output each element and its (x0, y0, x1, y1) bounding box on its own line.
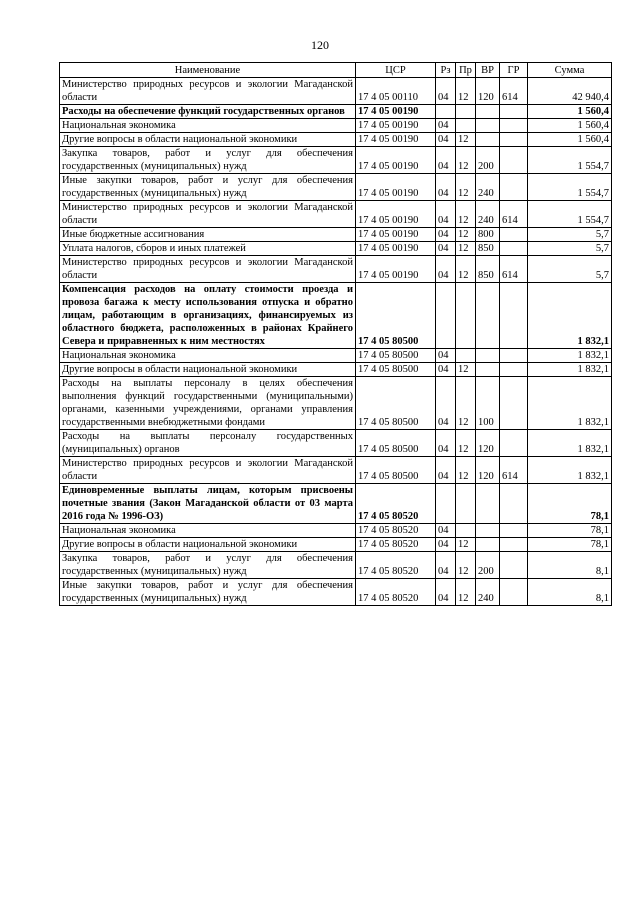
page-number: 120 (311, 38, 329, 52)
row-subsection: 12 (456, 579, 476, 606)
row-code: 17 4 05 80520 (356, 538, 436, 552)
row-vr (476, 283, 500, 349)
row-vr: 240 (476, 174, 500, 201)
table-row (60, 484, 612, 524)
row-code: 17 4 05 00190 (356, 242, 436, 256)
row-gr (500, 105, 528, 119)
row-code: 17 4 05 80520 (356, 524, 436, 538)
row-gr (500, 174, 528, 201)
table-row (60, 457, 612, 484)
row-vr (476, 363, 500, 377)
row-sum: 5,7 (528, 242, 612, 256)
row-sum: 1 554,7 (528, 174, 612, 201)
row-section: 04 (436, 349, 456, 363)
row-section: 04 (436, 363, 456, 377)
header-name: Наименование (60, 63, 356, 78)
row-code: 17 4 05 80500 (356, 430, 436, 457)
row-section: 04 (436, 524, 456, 538)
row-code: 17 4 05 80520 (356, 579, 436, 606)
row-gr (500, 133, 528, 147)
row-gr (500, 524, 528, 538)
row-sum: 78,1 (528, 524, 612, 538)
table-row (60, 133, 612, 147)
row-vr (476, 119, 500, 133)
row-code: 17 4 05 00190 (356, 119, 436, 133)
row-section: 04 (436, 147, 456, 174)
row-vr (476, 538, 500, 552)
row-vr: 850 (476, 256, 500, 283)
row-section: 04 (436, 201, 456, 228)
table-row (60, 119, 612, 133)
row-section: 04 (436, 228, 456, 242)
header-gr: ГР (500, 63, 528, 78)
row-subsection (456, 484, 476, 524)
row-vr: 800 (476, 228, 500, 242)
row-code: 17 4 05 00190 (356, 133, 436, 147)
row-gr: 614 (500, 78, 528, 105)
row-subsection: 12 (456, 201, 476, 228)
row-sum: 1 560,4 (528, 119, 612, 133)
row-gr (500, 579, 528, 606)
row-subsection: 12 (456, 228, 476, 242)
row-code: 17 4 05 00190 (356, 174, 436, 201)
row-vr: 240 (476, 579, 500, 606)
row-subsection (456, 524, 476, 538)
row-section: 04 (436, 457, 456, 484)
row-name: Министерство природных ресурсов и экологии Магаданской области (60, 201, 356, 228)
row-code: 17 4 05 80500 (356, 457, 436, 484)
row-name: Другие вопросы в области национальной экономики (60, 538, 356, 552)
row-sum: 1 832,1 (528, 457, 612, 484)
row-sum: 8,1 (528, 552, 612, 579)
table-row (60, 242, 612, 256)
row-vr: 850 (476, 242, 500, 256)
row-subsection: 12 (456, 242, 476, 256)
row-name: Другие вопросы в области национальной экономики (60, 133, 356, 147)
row-gr: 614 (500, 457, 528, 484)
row-name: Закупка товаров, работ и услуг для обеспечения государственных (муниципальных) нужд (60, 552, 356, 579)
row-sum: 1 832,1 (528, 377, 612, 430)
row-name: Расходы на выплаты персоналу государственных (муниципальных) органов (60, 430, 356, 457)
row-gr (500, 349, 528, 363)
row-section: 04 (436, 119, 456, 133)
table-row (60, 105, 612, 119)
row-code: 17 4 05 80500 (356, 349, 436, 363)
row-gr (500, 119, 528, 133)
row-vr (476, 349, 500, 363)
row-section (436, 283, 456, 349)
row-gr: 614 (500, 201, 528, 228)
row-name: Компенсация расходов на оплату стоимости проезда и провоза багажа к месту использования отпуска и обратно лицам, работающим в организациях, финансируемых из областного бюджета, расположенных в районах Крайнего Севера и приравненных к ним местностях (60, 283, 356, 349)
row-name: Национальная экономика (60, 524, 356, 538)
row-sum: 5,7 (528, 228, 612, 242)
row-gr (500, 147, 528, 174)
table-row (60, 147, 612, 174)
row-sum: 1 560,4 (528, 105, 612, 119)
row-gr (500, 377, 528, 430)
table-row (60, 349, 612, 363)
row-sum: 1 554,7 (528, 147, 612, 174)
row-sum: 78,1 (528, 538, 612, 552)
row-gr (500, 430, 528, 457)
table-row (60, 430, 612, 457)
row-code: 17 4 05 80500 (356, 377, 436, 430)
row-subsection: 12 (456, 457, 476, 484)
row-sum: 1 832,1 (528, 430, 612, 457)
row-subsection (456, 283, 476, 349)
row-vr: 120 (476, 78, 500, 105)
row-name: Национальная экономика (60, 349, 356, 363)
row-subsection: 12 (456, 147, 476, 174)
row-section: 04 (436, 430, 456, 457)
row-vr (476, 524, 500, 538)
row-section: 04 (436, 579, 456, 606)
row-code: 17 4 05 80520 (356, 484, 436, 524)
row-subsection: 12 (456, 78, 476, 105)
table-row (60, 201, 612, 228)
row-section: 04 (436, 552, 456, 579)
row-gr (500, 484, 528, 524)
row-subsection: 12 (456, 256, 476, 283)
row-section: 04 (436, 377, 456, 430)
row-gr: 614 (500, 256, 528, 283)
row-gr (500, 283, 528, 349)
row-name: Министерство природных ресурсов и экологии Магаданской области (60, 457, 356, 484)
row-subsection: 12 (456, 552, 476, 579)
row-gr (500, 538, 528, 552)
row-sum: 5,7 (528, 256, 612, 283)
row-vr (476, 105, 500, 119)
row-gr (500, 363, 528, 377)
row-subsection: 12 (456, 174, 476, 201)
row-sum: 1 832,1 (528, 363, 612, 377)
row-name: Закупка товаров, работ и услуг для обеспечения государственных (муниципальных) нужд (60, 147, 356, 174)
table-row (60, 174, 612, 201)
header-section: Рз (436, 63, 456, 78)
row-code: 17 4 05 80500 (356, 363, 436, 377)
table-row (60, 579, 612, 606)
row-code: 17 4 05 80500 (356, 283, 436, 349)
row-sum: 78,1 (528, 484, 612, 524)
row-subsection (456, 119, 476, 133)
row-section: 04 (436, 242, 456, 256)
row-section: 04 (436, 174, 456, 201)
row-sum: 1 560,4 (528, 133, 612, 147)
row-code: 17 4 05 00190 (356, 228, 436, 242)
row-section (436, 105, 456, 119)
row-vr: 100 (476, 377, 500, 430)
row-sum: 1 832,1 (528, 283, 612, 349)
row-name: Национальная экономика (60, 119, 356, 133)
row-section: 04 (436, 256, 456, 283)
row-section (436, 484, 456, 524)
table-row (60, 552, 612, 579)
row-gr (500, 242, 528, 256)
table-row (60, 228, 612, 242)
row-gr (500, 552, 528, 579)
row-sum: 42 940,4 (528, 78, 612, 105)
row-subsection: 12 (456, 363, 476, 377)
row-name: Иные закупки товаров, работ и услуг для обеспечения государственных (муниципальных) нужд (60, 174, 356, 201)
table-header-row (60, 63, 612, 78)
table-row (60, 283, 612, 349)
row-vr: 120 (476, 430, 500, 457)
row-subsection: 12 (456, 133, 476, 147)
row-name: Министерство природных ресурсов и экологии Магаданской области (60, 256, 356, 283)
row-code: 17 4 05 00110 (356, 78, 436, 105)
row-sum: 1 832,1 (528, 349, 612, 363)
row-subsection (456, 105, 476, 119)
table-row (60, 256, 612, 283)
row-subsection (456, 349, 476, 363)
row-subsection: 12 (456, 538, 476, 552)
row-sum: 8,1 (528, 579, 612, 606)
row-subsection: 12 (456, 377, 476, 430)
header-subsection: Пр (456, 63, 476, 78)
row-section: 04 (436, 133, 456, 147)
row-name: Иные закупки товаров, работ и услуг для обеспечения государственных (муниципальных) нужд (60, 579, 356, 606)
header-sum: Сумма (528, 63, 612, 78)
row-vr: 240 (476, 201, 500, 228)
header-vr: ВР (476, 63, 500, 78)
table-row (60, 524, 612, 538)
row-code: 17 4 05 80520 (356, 552, 436, 579)
budget-table (59, 62, 612, 606)
row-name: Иные бюджетные ассигнования (60, 228, 356, 242)
header-code: ЦСР (356, 63, 436, 78)
row-name: Расходы на обеспечение функций государственных органов (60, 105, 356, 119)
row-section: 04 (436, 538, 456, 552)
table-body (60, 78, 612, 606)
row-name: Министерство природных ресурсов и экологии Магаданской области (60, 78, 356, 105)
row-sum: 1 554,7 (528, 201, 612, 228)
table-row (60, 538, 612, 552)
row-vr: 200 (476, 147, 500, 174)
table-row (60, 363, 612, 377)
row-vr (476, 484, 500, 524)
row-code: 17 4 05 00190 (356, 147, 436, 174)
table-row (60, 377, 612, 430)
row-name: Расходы на выплаты персоналу в целях обеспечения выполнения функций государственными (муниципальными) органами, казенными учреждениями, органами управления государственными внебюджетными фондами (60, 377, 356, 430)
row-name: Единовременные выплаты лицам, которым присвоены почетные звания (Закон Магаданской области от 03 марта 2016 года № 1996-ОЗ) (60, 484, 356, 524)
row-code: 17 4 05 00190 (356, 105, 436, 119)
row-code: 17 4 05 00190 (356, 201, 436, 228)
row-name: Другие вопросы в области национальной экономики (60, 363, 356, 377)
row-vr: 200 (476, 552, 500, 579)
table-row (60, 78, 612, 105)
row-name: Уплата налогов, сборов и иных платежей (60, 242, 356, 256)
row-section: 04 (436, 78, 456, 105)
row-vr (476, 133, 500, 147)
row-gr (500, 228, 528, 242)
row-subsection: 12 (456, 430, 476, 457)
row-vr: 120 (476, 457, 500, 484)
row-code: 17 4 05 00190 (356, 256, 436, 283)
